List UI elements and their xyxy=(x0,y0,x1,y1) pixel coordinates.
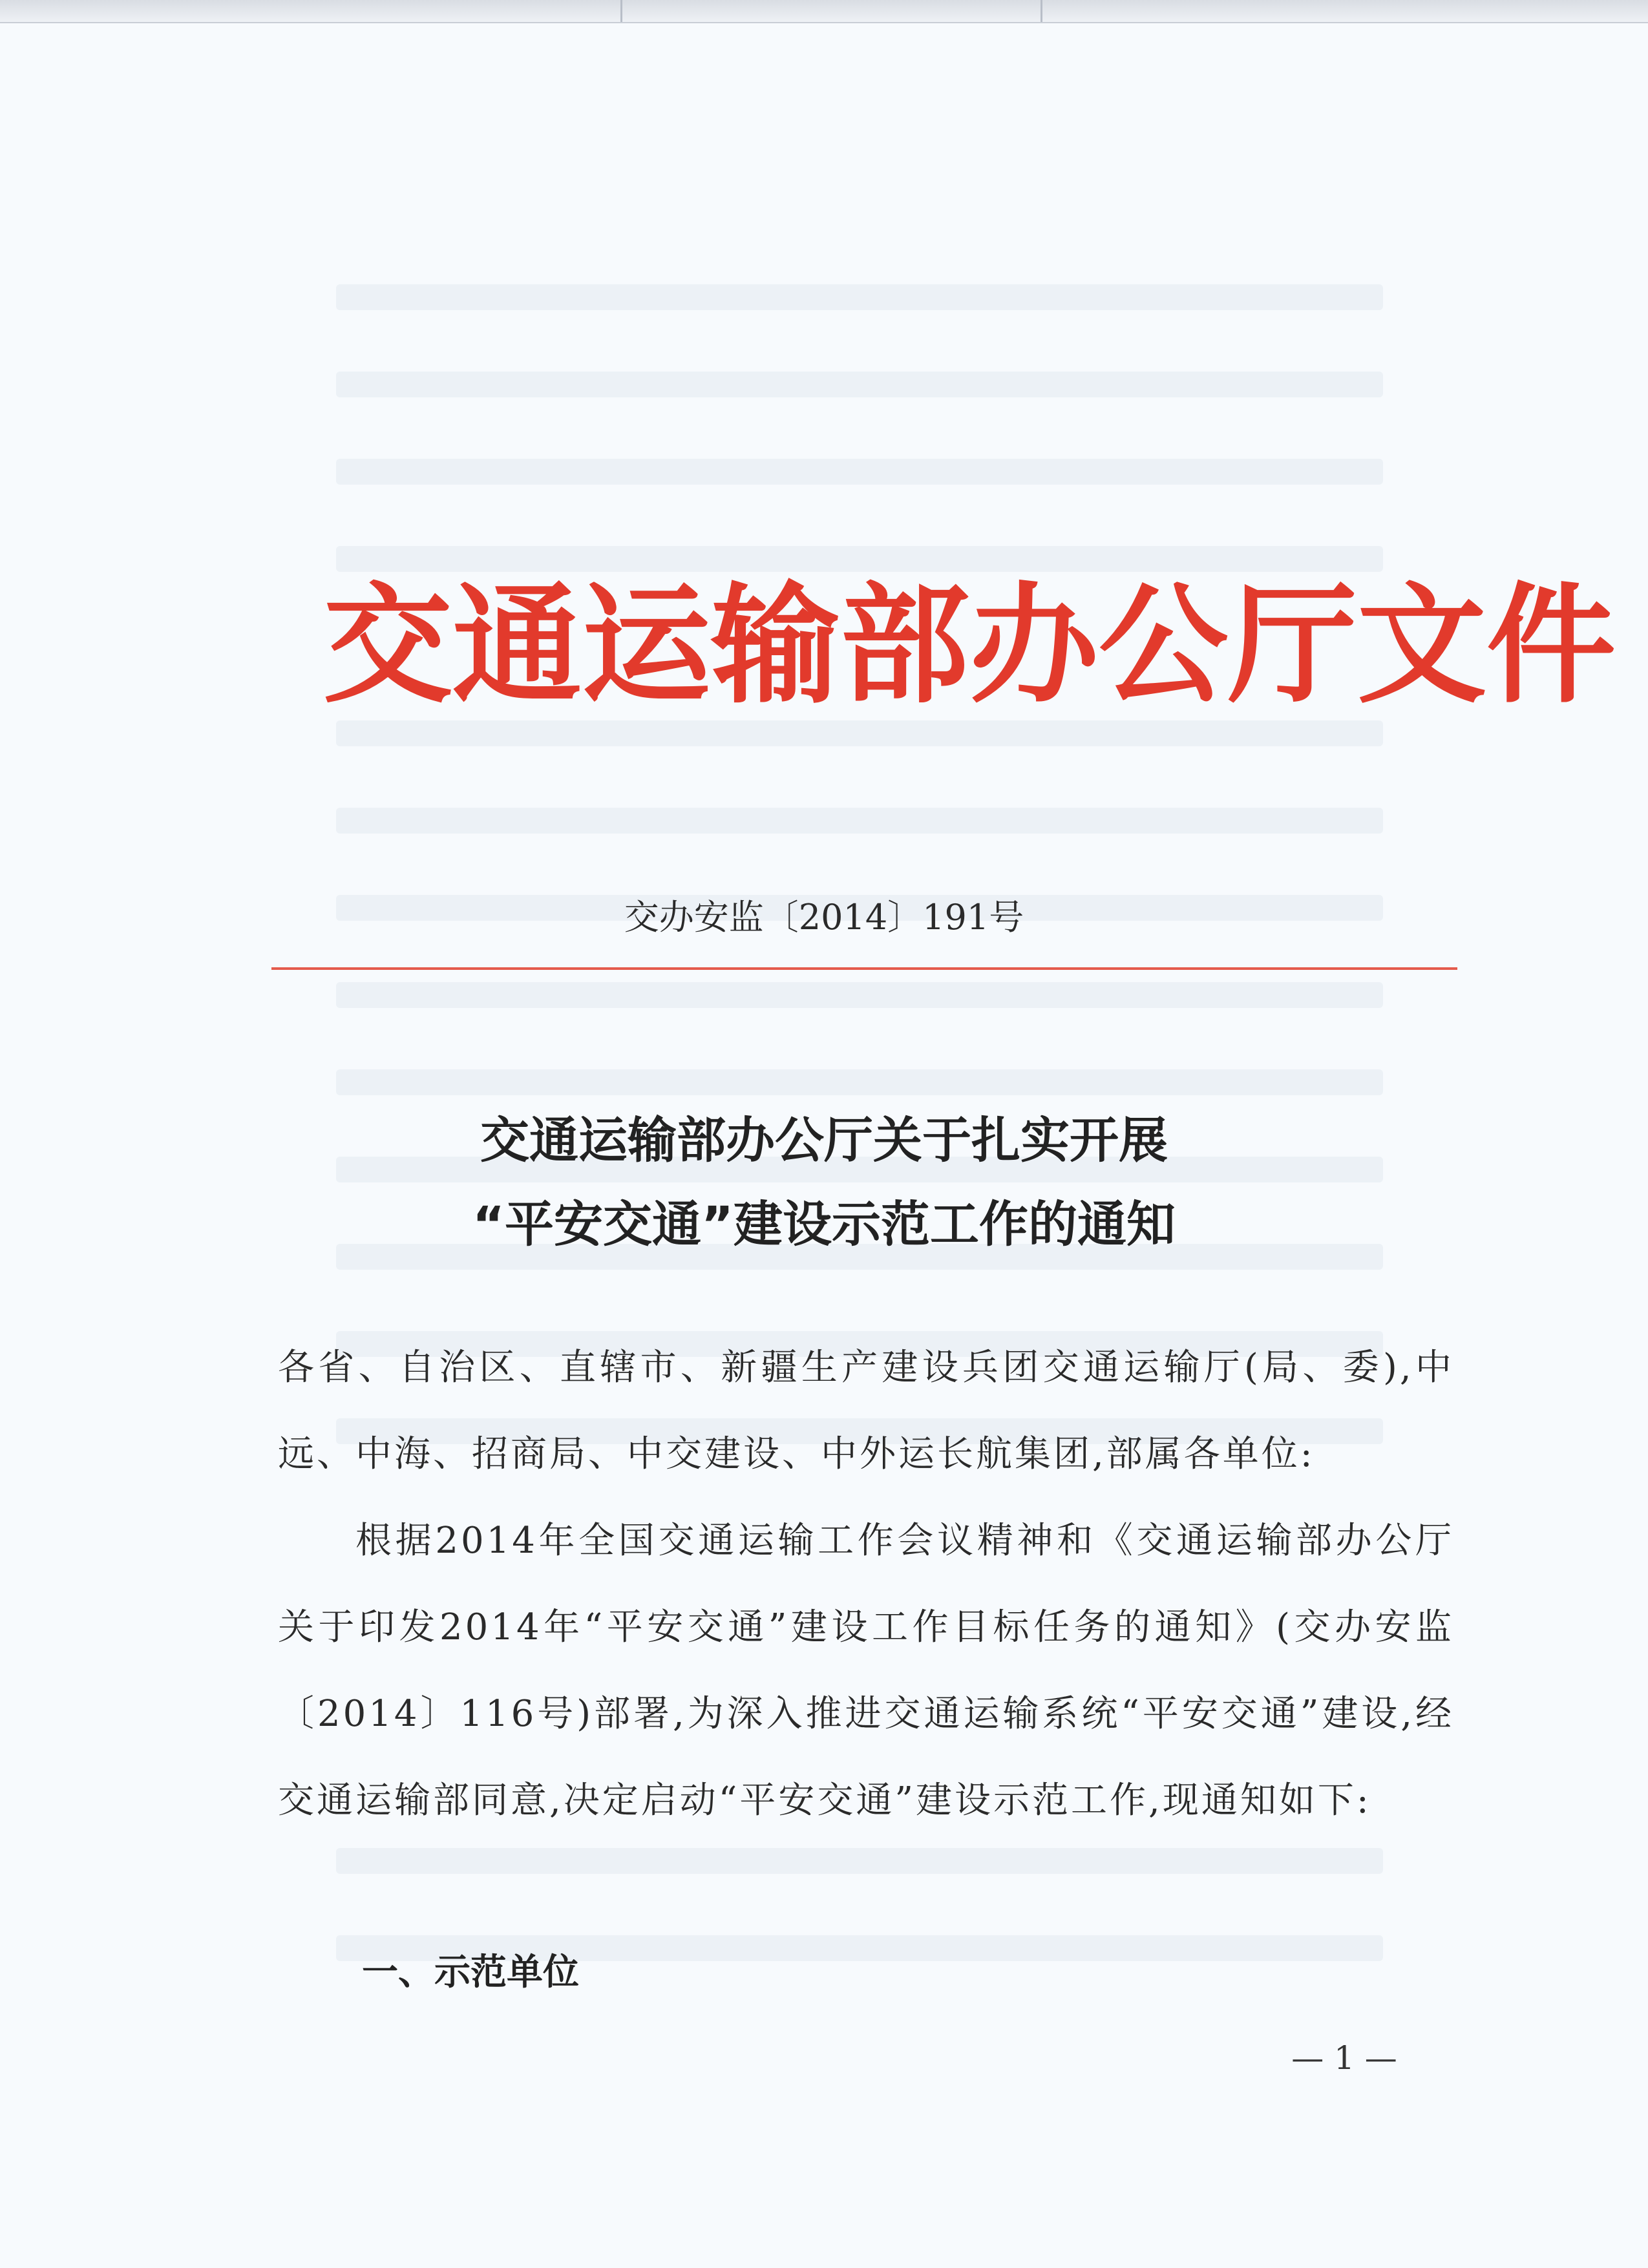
notice-title-line1: 交通运输部办公厅关于扎实开展 xyxy=(480,1111,1168,1169)
scan-edge-mark xyxy=(1041,0,1042,22)
notice-title xyxy=(0,1098,1648,1266)
document-number: 交办安监〔2014〕191号 xyxy=(624,897,1024,938)
document-header-title: 交通运输部办公厅文件 xyxy=(323,571,1616,721)
body-paragraph: 根据2014年全国交通运输工作会议精神和《交通运输部办公厅关于印发2014年“平安交通”建设工作目标任务的通知》(交办安监〔2014〕116号)部署,为深入推进交通运输系统“平安交通”建设,经交通运输部同意,决定启动“平安交通”建设示范工作,现通知如下: xyxy=(278,1520,1454,1822)
red-separator-line xyxy=(271,967,1457,970)
scan-top-edge xyxy=(0,0,1648,23)
scan-edge-mark xyxy=(620,0,622,22)
notice-title-line2: “平安交通”建设示范工作的通知 xyxy=(472,1195,1176,1253)
page-number: — 1 — xyxy=(1291,2039,1397,2077)
section-heading: 一、示范单位 xyxy=(362,1951,579,1993)
addressee-paragraph: 各省、自治区、直辖市、新疆生产建设兵团交通运输厅(局、委),中远、中海、招商局、中交建设、中外运长航集团,部属各单位: xyxy=(278,1347,1454,1475)
